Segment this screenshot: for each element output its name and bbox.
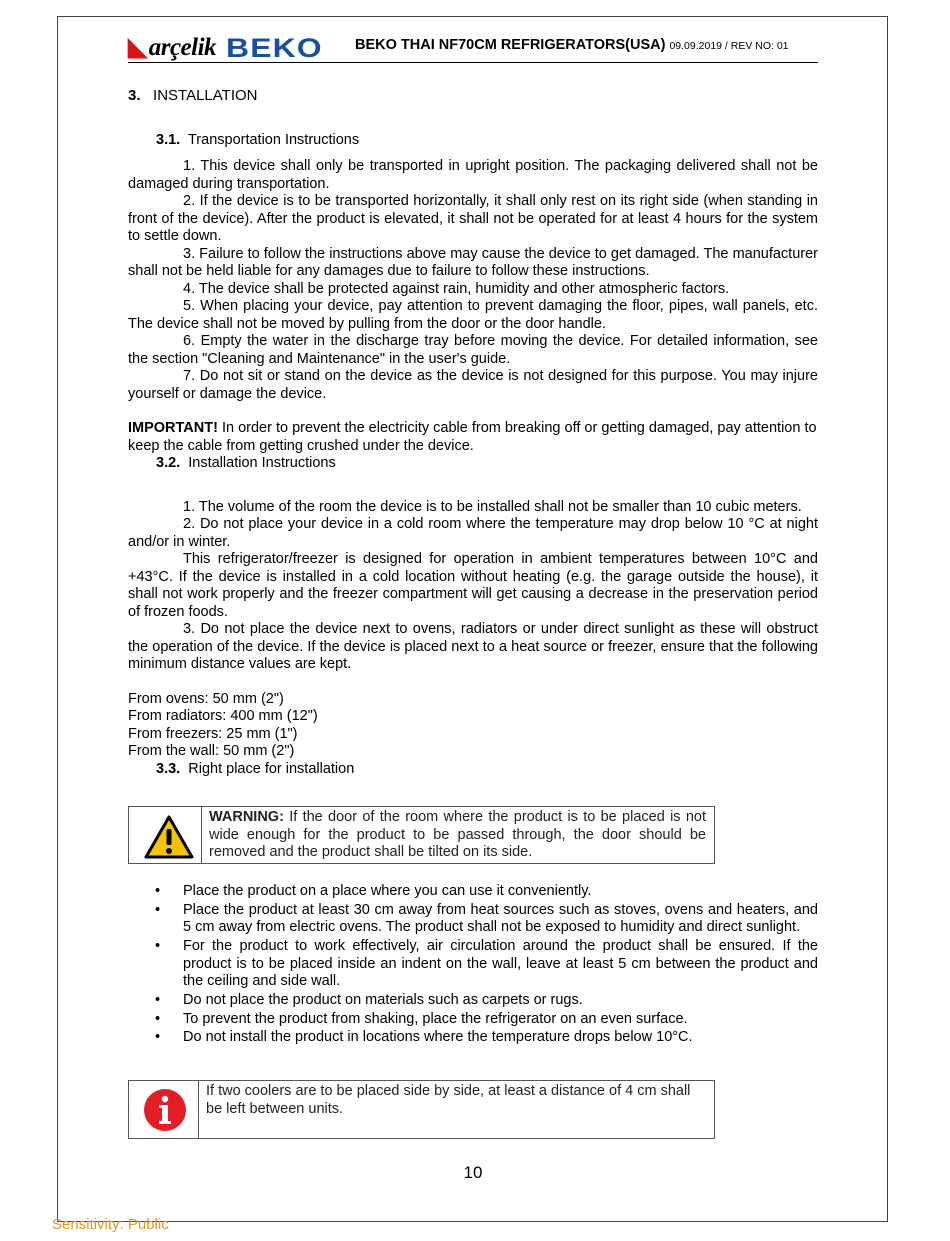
section-heading [128,87,818,105]
subsection-title: Installation Instructions [188,455,336,471]
install-item-2: 2. Do not place your device in a cold room where the temperature may drop below 10 °C at night and/or in winter. [128,516,818,550]
list-item: • To prevent the product from shaking, place the refrigerator on an even surface. [128,1011,818,1029]
list-item: • Place the product at least 30 cm away from heat sources such as stoves, ovens and heaters, and 5 cm away from electric ovens. The product shall not be exposed to humidity and direct sunlight. [128,902,818,937]
transport-item-3: 3. Failure to follow the instructions above may cause the device to get damaged. The manufacturer shall not be held liable for any damages due to failure to follow these instructions. [128,245,818,279]
info-box [128,1080,715,1139]
transport-item-7: 7. Do not sit or stand on the device as the device is not designed for this purpose. You may injure yourself or damage the device. [128,368,818,402]
transport-item-5: 5. When placing your device, pay attention to prevent damaging the floor, pipes, wall panels, etc. The device shall not be moved by pulling from the door or the door handle. [128,298,818,332]
subsection-heading-3-2 [128,455,818,473]
subsection-heading-3-3 [128,761,818,779]
distance-ovens: From ovens: 50 mm (2") [128,690,284,707]
subsection-heading-3-1 [128,132,818,150]
info-circle-icon [143,1088,187,1132]
list-item: • Place the product on a place where you can use it conveniently. [128,883,818,901]
section-title: INSTALLATION [153,87,258,104]
subsection-number: 3.1. [156,131,181,148]
important-text: In order to prevent the electricity cable from breaking off or getting damaged, pay attention to keep the cable from getting crushed under the device. [128,420,817,454]
list-item: • For the product to work effectively, air circulation around the product shall be ensured. If the product is to be placed inside an indent on the wall, leave at least 5 cm between the product and the ceiling and side wall. [128,938,818,991]
header-date-rev: 09.09.2019 / REV NO: 01 [669,40,789,52]
arcelik-logo: ◣arçelik [128,34,217,61]
list-item: • Do not place the product on materials such as carpets or rugs. [128,992,818,1010]
important-label: IMPORTANT! [128,420,218,436]
warning-box [128,806,715,864]
install-item-1: 1. The volume of the room the device is to be installed shall not be smaller than 10 cubic meters. [183,498,802,515]
warning-icon-cell [129,807,202,863]
placement-bullet-list [128,883,818,1048]
main-content [128,84,818,778]
list-item: • Do not install the product in locations where the temperature drops below 10°C. [128,1029,818,1047]
distance-radiators: From radiators: 400 mm (12") [128,708,318,724]
distance-wall: From the wall: 50 mm (2") [128,743,295,759]
page-header [128,30,818,63]
distance-list [128,691,818,761]
beko-logo: BEKO [226,33,323,63]
warning-text [209,809,706,862]
transport-item-2: 2. If the device is to be transported horizontally, it shall only rest on its right side (when standing in front of the device). After the product is elevated, it shall not be operated for at least 4 hours for the system to settle down. [128,193,818,244]
transport-item-4: 4. The device shall be protected against rain, humidity and other atmospheric factors. [183,280,730,297]
transport-item-1: 1. This device shall only be transported in upright position. The packaging delivered shall not be damaged during transportation. [128,158,818,192]
subsection-title: Right place for installation [188,760,355,777]
section-number: 3. [128,87,141,104]
subsection-number: 3.2. [156,455,181,471]
sensitivity-label: Sensitivity: Public [52,1216,169,1233]
arcelik-logo-text: arçelik [148,34,217,61]
subsection-number: 3.3. [156,760,181,777]
document-title [355,37,789,53]
important-note [128,420,818,455]
info-text: If two coolers are to be placed side by side, at least a distance of 4 cm shall be left between units. [206,1083,691,1117]
header-title-text: BEKO THAI NF70CM REFRIGERATORS(USA) [355,37,666,53]
warning-triangle-icon [143,814,195,860]
distance-freezers: From freezers: 25 mm (1") [128,725,298,742]
install-item-temperature: This refrigerator/freezer is designed for operation in ambient temperatures between 10°C and +43°C. If the device is installed in a cold location without heating (e.g. the garage outside the house), it shall not work properly and the freezer compartment will get causing a decrease in the preservation period of frozen foods. [128,551,818,620]
transport-item-6: 6. Empty the water in the discharge tray before moving the device. For detailed information, see the section "Cleaning and Maintenance" in the user's guide. [128,333,818,367]
info-icon-cell [129,1081,199,1138]
warning-label: WARNING: [209,809,284,825]
subsection-title: Transportation Instructions [187,131,360,148]
warning-body: If the door of the room where the product is to be placed is not wide enough for the product to be passed through, the door should be removed and the product shall be tilted on its side. [209,809,706,860]
page-number: 10 [463,1163,483,1182]
install-item-3: 3. Do not place the device next to ovens, radiators or under direct sunlight as these will obstruct the operation of the device. If the device is placed next to a heat source or freezer, ensure that the following minimum distance values are kept. [128,621,818,672]
